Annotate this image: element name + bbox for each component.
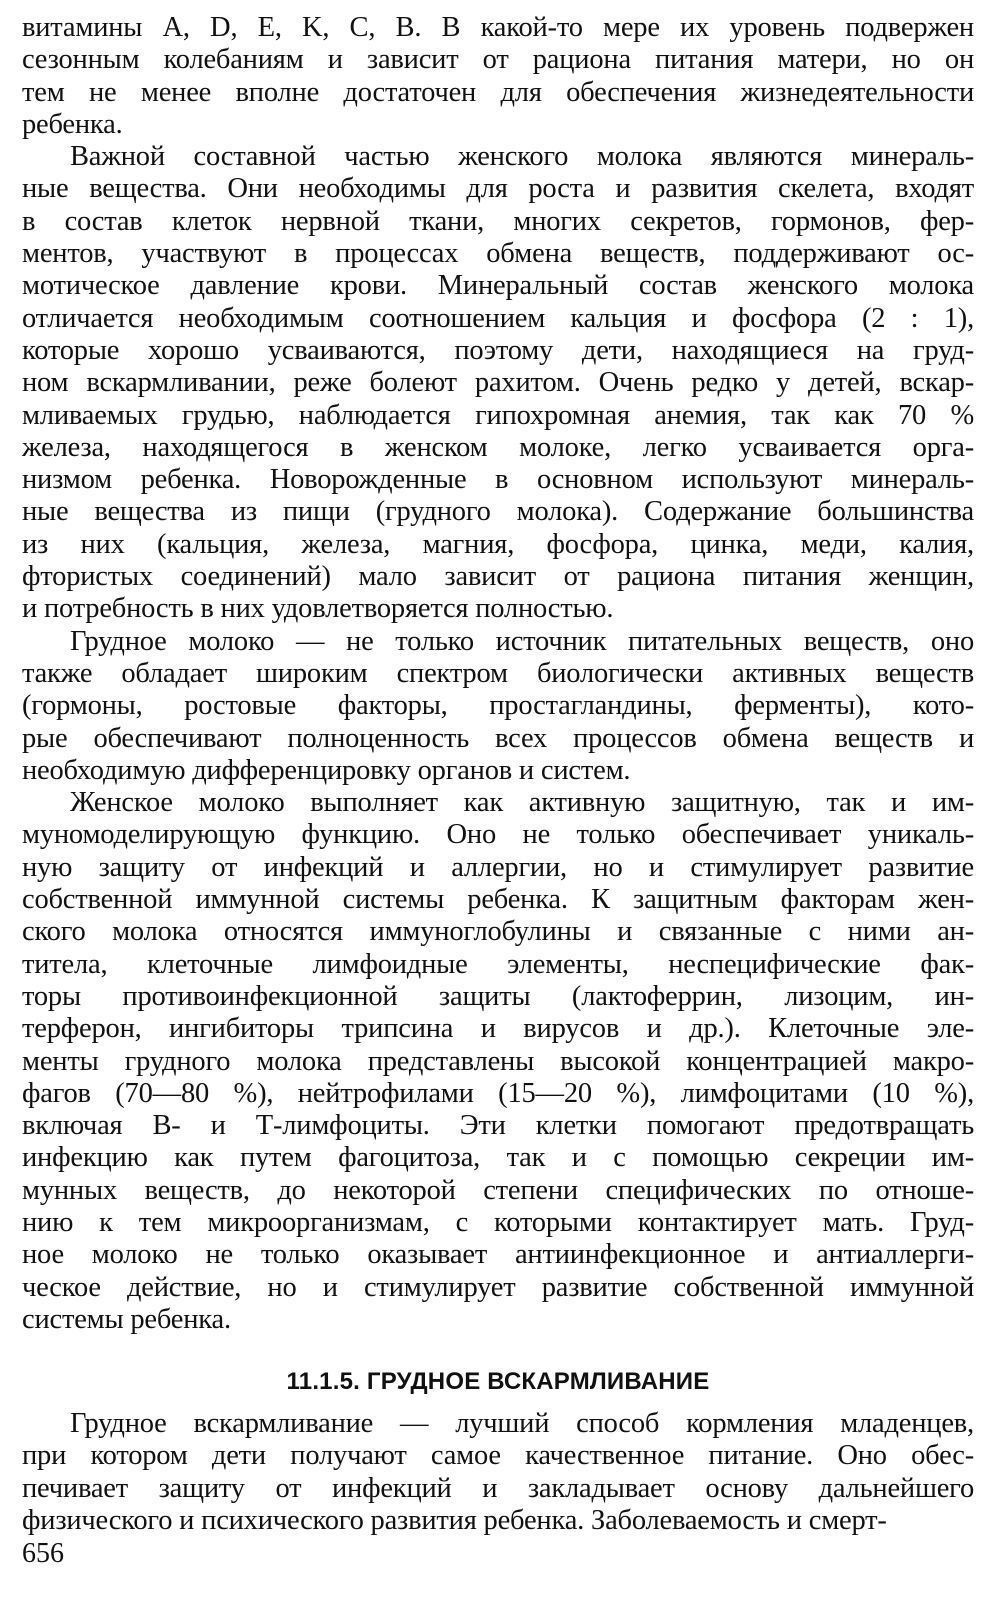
page-body bbox=[22, 12, 974, 1537]
text-line: (гормоны, ростовые факторы, простагландины, ферменты), кото- bbox=[22, 690, 974, 722]
text-line: витамины А, D, Е, K, С, В. В какой-то мере их уровень подвержен bbox=[22, 12, 974, 43]
text-line: из них (кальция, железа, магния, фосфора, цинка, меди, калия, bbox=[22, 528, 974, 560]
text-line: Грудное вскармливание — лучший способ кормления младенцев, bbox=[70, 1408, 974, 1440]
text-line: Грудное молоко — не только источник питательных веществ, оно bbox=[70, 625, 974, 657]
text-line: собственной иммунной системы ребенка. К защитным факторам жен- bbox=[22, 884, 974, 916]
text-line: ментов, участвуют в процессах обмена веществ, поддерживают ос- bbox=[22, 238, 974, 270]
text-line: железа, находящегося в женском молоке, легко усваивается орга- bbox=[22, 431, 974, 463]
paragraph bbox=[22, 787, 974, 1336]
text-line: мливаемых грудью, наблюдается гипохромная анемия, так как 70 % bbox=[22, 399, 974, 431]
text-line: Женское молоко выполняет как активную защитную, так и им- bbox=[70, 787, 974, 819]
section-heading: 11.1.5. ГРУДНОЕ ВСКАРМЛИВАНИЕ bbox=[286, 1368, 710, 1396]
text-line: ческое действие, но и стимулирует развитие собственной иммунной bbox=[22, 1271, 974, 1303]
text-line: ном вскармливании, реже болеют рахитом. Очень редко у детей, вскар- bbox=[22, 367, 974, 399]
text-line: фтористых соединений) мало зависит от рациона питания женщин, bbox=[22, 561, 974, 593]
text-line: печивает защиту от инфекций и закладывает основу дальнейшего bbox=[22, 1472, 974, 1504]
text-line: при котором дети получают самое качественное питание. Оно обес- bbox=[22, 1440, 974, 1472]
text-line: ное молоко не только оказывает антиинфекционное и антиаллерги- bbox=[22, 1239, 974, 1271]
section-body-text bbox=[22, 1408, 974, 1537]
text-line: мотическое давление крови. Минеральный состав женского молока bbox=[22, 270, 974, 302]
paragraph bbox=[22, 626, 974, 787]
page-number: 656 bbox=[22, 1538, 64, 1569]
text-line: ные вещества из пищи (грудного молока). Содержание большинства bbox=[22, 496, 974, 528]
text-line: включая В- и Т-лимфоциты. Эти клетки помогают предотвращать bbox=[22, 1110, 974, 1142]
text-line: которые хорошо усваиваются, поэтому дети, находящиеся на груд- bbox=[22, 334, 974, 366]
text-line: системы ребенка. bbox=[22, 1303, 231, 1335]
paragraph bbox=[22, 1408, 974, 1537]
text-line: торы противоинфекционной защиты (лактоферрин, лизоцим, ин- bbox=[22, 980, 974, 1012]
text-line: физического и психического развития ребенка. Заболеваемость и смерт- bbox=[22, 1505, 887, 1537]
text-line: ребенка. bbox=[22, 108, 123, 140]
text-line: низмом ребенка. Новорожденные в основном используют минераль- bbox=[22, 464, 974, 496]
paragraph bbox=[22, 141, 974, 625]
text-line: титела, клеточные лимфоидные элементы, неспецифические фак- bbox=[22, 948, 974, 980]
body-text bbox=[22, 12, 974, 1336]
text-line: ные вещества. Они необходимы для роста и развития скелета, входят bbox=[22, 173, 974, 205]
text-line: тем не менее вполне достаточен для обеспечения жизнедеятельности bbox=[22, 76, 974, 108]
text-line: сезонным колебаниям и зависит от рациона питания матери, но он bbox=[22, 44, 974, 76]
text-line: и потребность в них удовлетворяется полностью. bbox=[22, 593, 614, 625]
text-line: муномоделирующую функцию. Оно не только обеспечивает уникаль- bbox=[22, 819, 974, 851]
text-line: в состав клеток нервной ткани, многих секретов, гормонов, фер- bbox=[22, 205, 974, 237]
text-line: мунных веществ, до некоторой степени специфических по отноше- bbox=[22, 1174, 974, 1206]
text-line: ную защиту от инфекций и аллергии, но и стимулирует развитие bbox=[22, 851, 974, 883]
text-line: нию к тем микроорганизмам, с которыми контактирует мать. Груд- bbox=[22, 1206, 974, 1238]
text-line: менты грудного молока представлены высокой концентрацией макро- bbox=[22, 1045, 974, 1077]
text-line: необходимую дифференцировку органов и систем. bbox=[22, 754, 631, 786]
text-line: отличается необходимым соотношением кальция и фосфора (2 : 1), bbox=[22, 302, 974, 334]
text-line: также обладает широким спектром биологически активных веществ bbox=[22, 657, 974, 689]
text-line: терферон, ингибиторы трипсина и вирусов и др.). Клеточные эле- bbox=[22, 1013, 974, 1045]
text-line: рые обеспечивают полноценность всех процессов обмена веществ и bbox=[22, 722, 974, 754]
text-line: Важной составной частью женского молока являются минераль- bbox=[70, 141, 974, 173]
text-line: фагов (70—80 %), нейтрофилами (15—20 %), лимфоцитами (10 %), bbox=[22, 1077, 974, 1109]
text-line: инфекцию как путем фагоцитоза, так и с помощью секреции им- bbox=[22, 1142, 974, 1174]
text-line: ского молока относятся иммуноглобулины и связанные с ними ан- bbox=[22, 916, 974, 948]
paragraph bbox=[22, 12, 974, 141]
